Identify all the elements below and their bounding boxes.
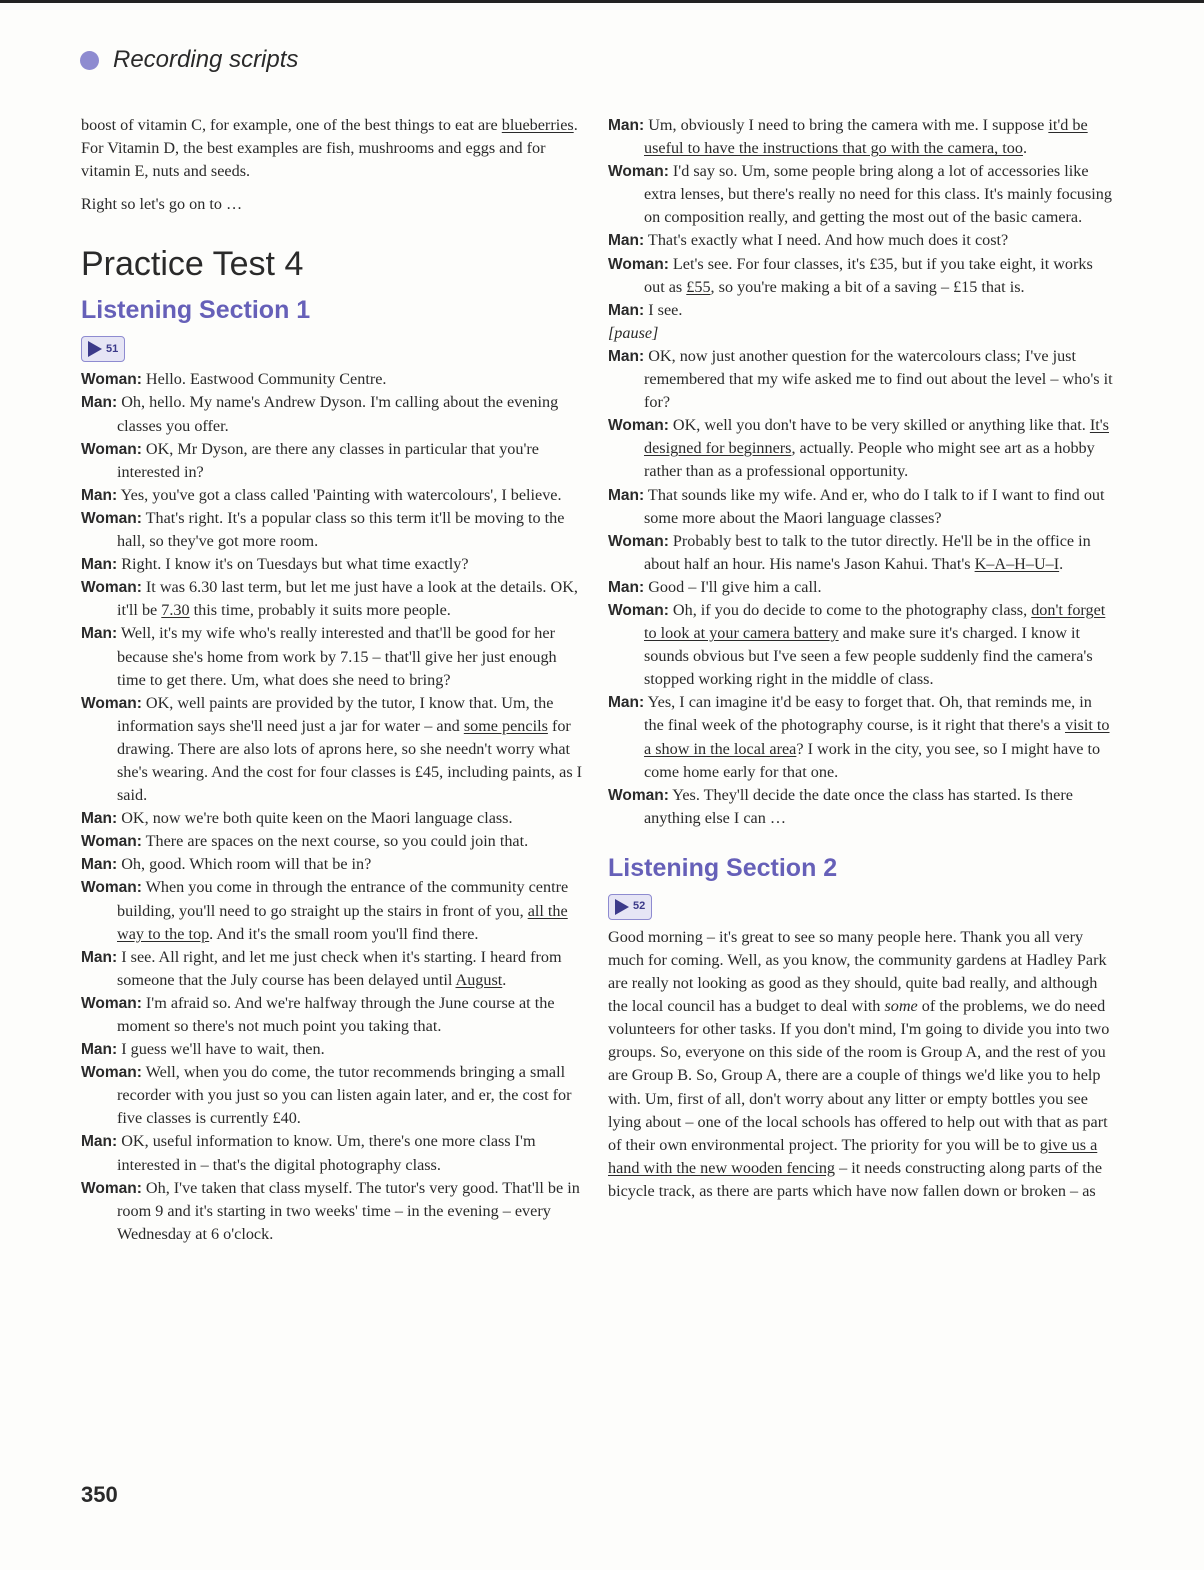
dialogue-line — [81, 876, 588, 945]
dialogue-line — [81, 807, 588, 830]
intro-text: . For Vitamin D, the best examples are fish, mushrooms and eggs and for vitamin E, nuts and seeds. — [81, 116, 578, 181]
dialogue-text: Good – I'll give him a call. — [644, 577, 822, 596]
speaker-label: Man: — [608, 486, 645, 504]
speaker-label: Woman: — [608, 417, 669, 435]
dialogue-line — [81, 692, 588, 807]
dialogue-line — [608, 784, 1113, 830]
dialogue-text: Yes. They'll decide the date once the class has started. Is there anything else I can … — [644, 785, 1073, 827]
speaker-label: Man: — [81, 1041, 118, 1059]
dialogue-text: Yes, I can imagine it'd be easy to forget that. Oh, that reminds me, in the final week of the photography course, is it right that there's a — [644, 693, 1092, 735]
dialogue-line — [81, 368, 588, 391]
speaker-label: Man: — [608, 578, 645, 596]
dialogue-text: Um, obviously I need to bring the camera with me. I suppose — [644, 116, 1049, 134]
dialogue-text: I guess we'll have to wait, then. — [117, 1040, 325, 1059]
header-title: Recording scripts — [113, 46, 299, 73]
speaker-label: Man: — [81, 810, 118, 828]
speaker-label: Man: — [81, 948, 118, 966]
track-number: 51 — [106, 342, 119, 355]
speaker-label: Man: — [81, 486, 118, 504]
track-number: 52 — [633, 900, 646, 913]
dialogue-line — [608, 253, 1113, 299]
speaker-label: Woman: — [608, 255, 669, 273]
dialogue-text: Well, it's my wife who's really interested and that'll be good for her because she's home from work by 7.15 – that'll give her just enough time to get there. Um, what does she need to bring? — [117, 624, 557, 689]
dialogue-text: Let's see. For four classes, it's £35, but if you take eight, it works out as — [644, 254, 1093, 296]
dialogue-line — [81, 484, 588, 507]
speaker-label: Woman: — [608, 163, 669, 181]
right-column — [608, 114, 1113, 1203]
dialogue-text: OK, well paints are provided by the tutor, I know that. Um, the information says she'll need just a jar for water – and — [117, 693, 554, 735]
answer-underline: August — [455, 970, 503, 989]
answer-underline: give us a hand with the new wooden fencing — [608, 1135, 1098, 1177]
dialogue-text: , so you're making a bit of a saving – £15 that is. — [710, 277, 1025, 296]
dialogue-text: OK, useful information to know. Um, there's one more class I'm interested in – that's the digital photography class. — [117, 1132, 536, 1174]
dialogue-line — [81, 553, 588, 576]
play-icon — [88, 341, 102, 357]
speaker-label: Man: — [81, 394, 118, 412]
dialogue-line — [81, 1061, 588, 1130]
dialogue-line — [81, 507, 588, 553]
speaker-label: Woman: — [81, 833, 142, 851]
speaker-label: Woman: — [81, 440, 142, 458]
dialogue-text: OK, now just another question for the watercolours class; I've just remembered that my wife asked me to find out about the level – who's it for? — [644, 346, 1113, 412]
section-1-dialogue-cont — [608, 114, 1113, 322]
intro-paragraph — [81, 114, 588, 183]
top-rule — [0, 0, 1204, 3]
speaker-label: Woman: — [81, 509, 142, 527]
dialogue-line — [608, 691, 1113, 783]
dialogue-line — [81, 830, 588, 853]
answer-underline: 7.30 — [161, 601, 190, 620]
dialogue-text: OK, Mr Dyson, are there any classes in particular that you're interested in? — [117, 439, 539, 481]
dialogue-line — [608, 484, 1113, 530]
audio-track-badge[interactable] — [608, 894, 652, 920]
left-column — [81, 114, 588, 1246]
speaker-label: Man: — [608, 347, 645, 365]
speaker-label: Woman: — [81, 694, 142, 712]
answer-underline: £55 — [686, 277, 711, 296]
dialogue-text: this time, probably it suits more people. — [189, 601, 451, 620]
speaker-label: Woman: — [81, 1179, 142, 1197]
intro-underlined: blueberries — [501, 116, 574, 134]
dialogue-line — [81, 438, 588, 484]
running-header — [80, 46, 298, 74]
dialogue-text: I'd say so. Um, some people bring along a lot of accessories like extra lenses, but there's really no need for this class. It's mainly focusing on composition really, and getting the most out of the basic camera. — [644, 162, 1112, 227]
speaker-label: Woman: — [81, 879, 142, 897]
dialogue-text: OK, well you don't have to be very skilled or anything like that. — [668, 416, 1090, 435]
dialogue-text: Yes, you've got a class called 'Painting with watercolours', I believe. — [117, 485, 562, 504]
dialogue-line — [81, 576, 588, 622]
dialogue-text: . — [1059, 554, 1064, 573]
section-2-text: Good morning – it's great to see so many people here. Thank you all very much for coming. Well, as you know, the community gardens at Hadley Park are really not looking as good as they should, quite bad really, and although the local council has a budget to deal with — [608, 927, 1107, 1016]
dialogue-text: It was 6.30 last term, but let me just have a look at the details. OK, it'll be — [117, 578, 578, 620]
dialogue-text: Well, when you do come, the tutor recommends bringing a small recorder with you just so you can listen again later, and er, the cost for five classes is currently £40. — [117, 1063, 572, 1128]
section-1-dialogue — [81, 368, 588, 1246]
dialogue-text: That's right. It's a popular class so this term it'll be moving to the hall, so they've got more room. — [117, 508, 565, 551]
dialogue-line — [81, 1130, 588, 1176]
dialogue-text: Oh, hello. My name's Andrew Dyson. I'm calling about the evening classes you offer. — [117, 393, 559, 435]
answer-underline: visit to a show in the local area — [644, 716, 1110, 758]
answer-underline: it'd be useful to have the instructions that go with the camera, too — [644, 116, 1088, 158]
speaker-label: Man: — [608, 117, 645, 134]
dialogue-text: I'm afraid so. And we're halfway through the June course at the moment so there's not much point you taking that. — [117, 993, 555, 1035]
stage-direction: [pause] — [608, 323, 659, 342]
dialogue-text: Oh, good. Which room will that be in? — [117, 855, 372, 874]
dialogue-line — [608, 299, 1113, 322]
speaker-label: Woman: — [608, 601, 669, 619]
dialogue-text: Hello. Eastwood Community Centre. — [141, 370, 387, 389]
dialogue-text: Oh, if you do decide to come to the photography class, — [668, 600, 1032, 619]
dialogue-text: That sounds like my wife. And er, who do I talk to if I want to find out some more about the Maori language classes? — [644, 485, 1105, 527]
dialogue-line — [81, 1038, 588, 1061]
speaker-label: Woman: — [608, 532, 669, 550]
dialogue-line — [81, 853, 588, 876]
dialogue-text: OK, now we're both quite keen on the Maori language class. — [117, 809, 513, 828]
dialogue-line — [81, 992, 588, 1038]
dialogue-line — [608, 414, 1113, 483]
dialogue-line — [608, 229, 1113, 252]
section-2-paragraph — [608, 926, 1113, 1203]
intro-text: boost of vitamin C, for example, one of the best things to eat are — [81, 116, 502, 134]
intro-paragraph-2: Right so let's go on to … — [81, 195, 243, 214]
dialogue-line — [81, 1177, 588, 1246]
answer-underline: some pencils — [463, 716, 548, 735]
speaker-label: Man: — [81, 1133, 118, 1151]
speaker-label: Man: — [81, 856, 118, 874]
dialogue-line — [608, 160, 1113, 229]
dialogue-text: for drawing. There are also lots of aprons here, so she needn't worry what she's wearing. And the cost for four classes is £45, including paints, as I said. — [117, 716, 583, 805]
speaker-label: Woman: — [81, 371, 142, 389]
answer-underline: all the way to the top — [117, 901, 568, 943]
dialogue-text: , actually. People who might see art as a hobby rather than as a professional opportunity. — [644, 439, 1095, 481]
section-2-title: Listening Section 2 — [608, 853, 838, 882]
audio-track-badge[interactable] — [81, 336, 125, 362]
dialogue-text: Probably best to talk to the tutor directly. He'll be in the office in about half an hour. His name's Jason Kahui. That's — [644, 531, 1091, 573]
answer-underline: don't forget to look at your camera battery — [644, 600, 1106, 643]
section-1-title: Listening Section 1 — [81, 296, 311, 325]
test-title: Practice Test 4 — [81, 245, 304, 284]
dialogue-text: and make sure it's charged. I know it sounds obvious but I've seen a few people suddenly find the camera's stopped working right in the middle of class. — [644, 624, 1093, 689]
dialogue-text: Oh, I've taken that class myself. The tutor's very good. That'll be in room 9 and it's starting in two weeks' time – in the evening – every Wednesday at 6 o'clock. — [117, 1178, 580, 1243]
speaker-label: Man: — [608, 232, 645, 250]
dialogue-text: When you come in through the entrance of the community centre building, you'll need to go straight up the stairs in front of you, — [117, 878, 569, 920]
speaker-label: Woman: — [81, 579, 142, 597]
section-2-text: – it needs constructing along parts of the bicycle track, as there are parts which have now fallen down or broken – as — [608, 1158, 1103, 1200]
speaker-label: Man: — [81, 556, 118, 574]
section-1-dialogue-cont-2 — [608, 345, 1113, 830]
answer-underline: K–A–H–U–I — [974, 554, 1060, 573]
section-2-emphasis: some — [884, 997, 918, 1016]
bullet-dot-icon — [80, 51, 99, 70]
speaker-label: Woman: — [608, 786, 669, 804]
dialogue-text: . — [1022, 139, 1028, 158]
speaker-label: Man: — [608, 301, 645, 319]
speaker-label: Man: — [81, 625, 118, 643]
dialogue-text: Right. I know it's on Tuesdays but what time exactly? — [117, 555, 469, 574]
dialogue-text: That's exactly what I need. And how much does it cost? — [644, 231, 1009, 250]
dialogue-line — [608, 599, 1113, 691]
dialogue-line — [608, 114, 1113, 160]
dialogue-text: . And it's the small room you'll find there. — [209, 924, 479, 943]
dialogue-line — [81, 622, 588, 691]
dialogue-line — [81, 391, 588, 437]
dialogue-line — [81, 946, 588, 992]
dialogue-text: There are spaces on the next course, so you could join that. — [141, 832, 529, 851]
page-number: 350 — [81, 1482, 118, 1507]
dialogue-line — [608, 530, 1113, 576]
play-icon — [615, 899, 629, 915]
dialogue-text: I see. All right, and let me just check when it's starting. I heard from someone that the July course has been delayed until — [117, 947, 562, 989]
dialogue-text: ? I work in the city, you see, so I might have to come home early for that one. — [644, 739, 1101, 781]
dialogue-line — [608, 345, 1113, 414]
answer-underline: It's designed for beginners — [644, 416, 1109, 458]
section-2-text: of the problems, we do need volunteers for other tasks. If you don't mind, I'm going to divide you into two groups. So, everyone on this side of the room is Group A, and the rest of you are Group B. So, Group A, there are a couple of things we'd like you to help with. Um, first of all, don't worry about any litter or empty bottles you see lying about – one of the local schools has offered to help out with that as part of their own environmental project. The priority for you will be to — [608, 997, 1110, 1154]
speaker-label: Man: — [608, 694, 645, 712]
dialogue-text: . — [502, 970, 507, 989]
speaker-label: Woman: — [81, 1064, 142, 1082]
dialogue-text: I see. — [644, 300, 683, 319]
dialogue-line — [608, 576, 1113, 599]
speaker-label: Woman: — [81, 994, 142, 1012]
